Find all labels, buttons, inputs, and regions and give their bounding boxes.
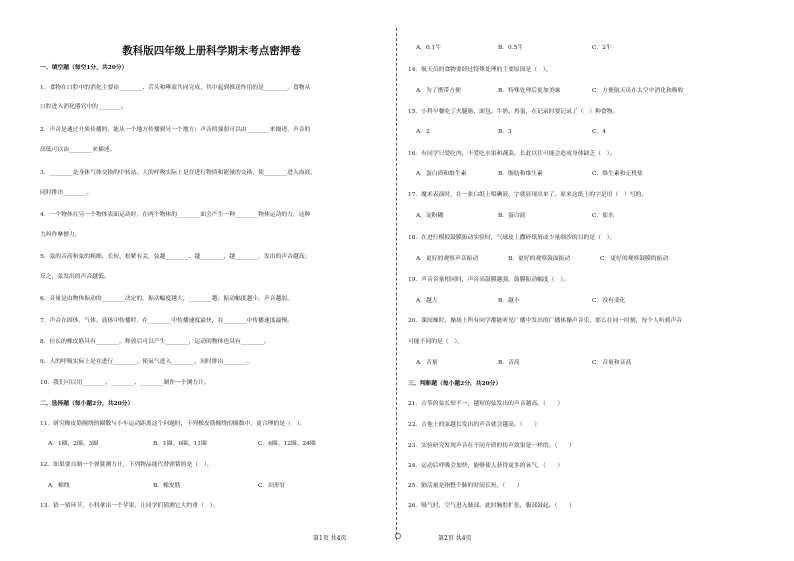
q14-option-a: A．为了携带方便 [416,88,461,94]
question-10: 10．我们可以用________、________、________制作一个测力计。 [40,380,210,386]
question-11-options [48,440,316,448]
question-11: 11．研究橡皮筋缠绕的圈数与小车运动距离这个问题时，下列橡皮筋缠绕的圈数中，更合理的是（ ）。 [40,421,306,427]
footer-page-right: 第2页 共4页 [438,535,472,542]
question-23: 23．实验研究发现声音在不同介质的传声效果是一样的。（ ） [408,443,575,449]
question-15: 15．小科早餐吃了火腿肠、面包、牛奶、鸡蛋，在记录时要记录了（ ）种食物。 [408,109,619,115]
q17-option-a: A．淀粉糊 [416,213,444,219]
question-5-line-1: 5．弦的音高和弦的粗细、长短、松紧有关，弦越________、越________、越________，发出的声音越高； [40,254,311,260]
q16-option-c: C．维生素和无机盐 [592,171,643,177]
q15-option-b: B．3 [498,129,512,135]
q19-option-b: B．越小 [498,298,520,304]
question-22: 22．吉他上的弦越长发出的声音就会越高。（ ） [408,422,541,428]
page-divider [396,28,397,540]
q14-option-c: C．方便航天员在太空中消化和吸收 [592,88,684,94]
question-7: 7．声音在固体、气体、液体中传播时，在________中传播速度最快，在________中传播速度最慢。 [40,318,293,324]
q13-option-a: A．0.1牛 [416,45,441,51]
question-17-options [416,212,614,220]
q11-option-a: A．1圈、2圈、3圈 [48,441,99,447]
q18-option-c: C．更好的观察鼓膜的振动 [600,256,669,262]
question-20-line-2: 可能不同的是（ ）。 [408,339,464,345]
q19-option-c: C．没有变化 [592,298,626,304]
question-17: 17．魔术表演时，在一张白纸上唱碘液，字就显现出来了。原来这纸上的字是用（ ）写的。 [408,192,648,198]
question-4-line-2: 力叫作摩擦力。 [40,232,81,238]
question-8: 8．拉长的橡皮筋具有________，释放后可以产生________，运动的物体也具有________。 [40,339,270,345]
q18-option-a: A．更好的观察声音振动 [416,256,479,262]
q16-option-b: B．脂肪和维生素 [498,171,543,177]
question-3-line-1: 3．________是身体气体交换的中转站。人的呼吸实际上是在进行物质和能量的交换，使________进入血液， [40,170,317,176]
question-12: 12．如果要自制一个弹簧测力计，下列物品能代替弹簧的是（ ）。 [40,462,213,468]
q16-option-a: A．蛋白质和维生素 [416,171,467,177]
q13-option-b: B．0.5牛 [498,45,524,51]
question-4-line-1: 4．一个物体在另一个物体表面运动时，在两个物体的________面会产生一种________物体运动的力，这种 [40,212,311,218]
section-choice-heading: 二、选择题（每小题2分，共20分） [40,401,134,407]
question-26: 26．吸气时，空气进入肺部，此时胸腔扩张，腹部鼓起。（ ） [408,503,575,509]
q15-option-a: A．2 [416,129,430,135]
question-20-line-1: 20．课间操时，操场上所有同学都能听见广播中发出的广播体操声音乐，那么在同一时刻，每个人听到声音 [408,318,683,324]
q15-option-c: C．4 [592,129,606,135]
document-title: 教科版四年级上册科学期末考点密押卷 [122,45,301,57]
question-24: 24．运动后呼吸会加快，能够使人获得更多的氧气。（ ） [408,463,564,469]
q11-option-b: B．1圈、6圈、11圈 [153,441,207,447]
footer-page-left: 第1页 共4页 [313,535,347,542]
question-9: 9．人的呼吸实际上是在进行________，使氧气进入________，同时排出________。 [40,359,253,365]
q11-option-c: C．6圈、12圈、24圈 [258,441,316,447]
question-19-options [416,297,625,305]
q12-option-b: B．橡皮筋 [153,483,181,489]
q20-option-a: A．音量 [416,360,438,366]
question-19: 19．声音音量相同时，声音高鼓膜越强，鼓膜振动幅度（ ）。 [408,277,569,283]
q13-option-c: C．2牛 [592,45,612,51]
question-12-options [48,482,286,490]
question-13-options [416,44,612,52]
question-18-options [416,255,668,263]
q17-option-b: B．蛋白液 [498,213,526,219]
q17-option-c: C．盐水 [592,213,614,219]
section-fill-in-heading: 一、填空题（每空1分，共20分） [40,65,128,71]
q20-option-b: B．音高 [498,360,520,366]
question-16-options [416,170,643,178]
q12-option-a: A．棉线 [48,483,70,489]
question-2-line-1: 2．声音是通过介质传播的，能从一个地方传播到另一个地方；声音的强弱可以由________来描述，声音的 [40,127,311,133]
question-18: 18．在进行模拟鼓膜振动实验时，气球皮上撒碎纸屑或少量细沙的目的是（ ）。 [408,235,616,241]
question-6: 6．音量是由物体振动的________决定的，振动幅度越大，________越；振动幅度越小，声音越弱。 [40,296,293,302]
q12-option-c: C．回形针 [258,483,286,489]
question-5-line-2: 反之，弦发出的声音越低。 [40,274,110,280]
section-judgement-heading: 三、判断题（每小题2分，共20分） [408,381,502,387]
question-15-options [416,128,606,136]
question-14: 14．航天员的食物要经过特殊处理的主要原因是（ ）。 [408,67,552,73]
binding-hole-icon [395,533,401,539]
question-3-line-2: 同时排出________。 [40,190,93,196]
q18-option-b: B．更好的观察鼓面振动 [508,256,571,262]
q14-option-b: B．特殊处理后更加美味 [498,88,561,94]
question-16: 16．有同学只爱吃肉，不爱吃水果和蔬菜，长此以往可能会造成身体缺乏（ ）。 [408,151,616,157]
question-25: 25．肺活量是指整个肺的时间长短。（ ） [408,483,523,489]
q20-option-c: C．音量和音高 [592,360,632,366]
question-20-options [416,359,631,367]
q19-option-a: A．越大 [416,298,438,304]
question-1-line-2: 口腔进入消化器官中的________。 [40,104,127,110]
question-2-line-2: 高低可以由________来描述。 [40,147,116,153]
question-21: 21．古筝的弦长短不一，越短的弦发出的声音越高。（ ） [408,401,564,407]
question-13: 13．猜一猜环节，小科拿出一个苹果，让同学们猜测它大约重（ ）。 [40,503,219,509]
question-14-options [416,87,683,95]
question-1-line-1: 1．食物在口腔中的消化主要由________、舌头和唾液共同完成，其中起到推送作用的是________，食物从 [40,85,311,91]
